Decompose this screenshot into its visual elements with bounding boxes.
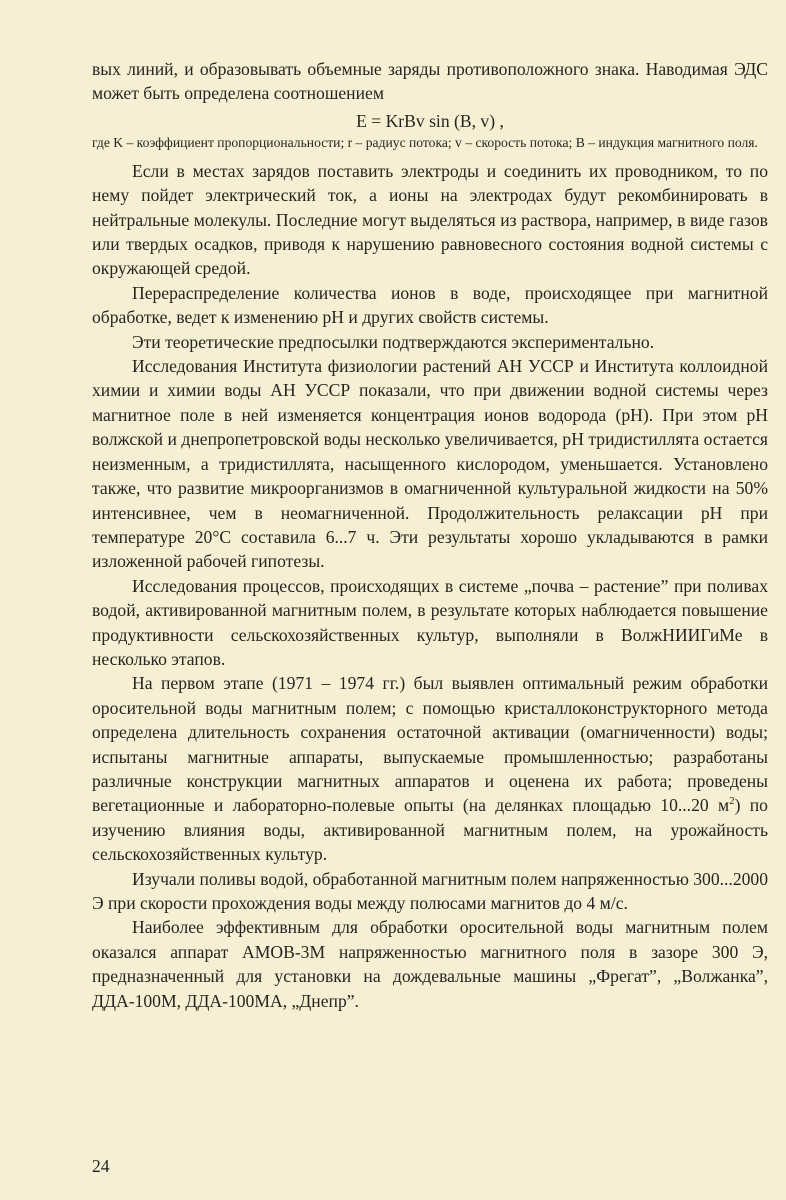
paragraph: Перераспределение количества ионов в воде, происходящее при магнитной обработке, ведет к изменению pH и других свойств системы. — [92, 282, 768, 328]
paragraph: Изучали поливы водой, обработанной магнитным полем напряженностью 300...2000 Э при скорости прохождения воды между полюсами магнитов до 4 м/с. — [92, 868, 769, 913]
paragraph: вых линий, и образовывать объемные заряды противоположного знака. Наводимая ЭДС может быть определена соотношением — [92, 59, 768, 104]
formula: E = KrBv sin (B, v) , — [356, 110, 504, 131]
body-text — [92, 57, 768, 1013]
formula-legend: где K – коэффициент пропорциональности; r – радиус потока; v – скорость потока; B – индукция магнитного поля. — [92, 134, 758, 150]
paragraph: Исследования Института физиологии растений АН УССР и Института коллоидной химии и химии воды АН УССР показали, что при движении водной системы через магнитное поле в ней изменяется концентрация ионов водорода (pH). При этом pH волжской и днепропетровской воды несколько увеличивается, pH тридистиллята остается неизменным, а тридистиллята, насыщенного кислородом, уменьшается. Установлено также, что развитие микроорганизмов в омагниченной культуральной жидкости на 50% интенсивнее, чем в неомагниченной. Продолжительность релаксации pH при температуре 20°С составила 6...7 ч. Эти результаты хорошо укладываются в рамки изложенной рабочей гипотезы. — [92, 356, 768, 572]
paragraph-part: ) по изучению влияния воды, активированной магнитным полем, на урожайность сельскохозяйственных культур. — [92, 795, 768, 865]
paragraph: Исследования процессов, происходящих в системе „почва – растение” при поливах водой, активированной магнитным полем, в результате которых наблюдается повышение продуктивности сельскохозяйственных культур, выполняли в ВолжНИИГиМе в несколько этапов. — [92, 575, 768, 669]
paragraph — [92, 671, 768, 866]
superscript: 2 — [729, 795, 735, 808]
paragraph: Эти теоретические предпосылки подтверждаются экспериментально. — [132, 331, 655, 352]
paragraph: Если в местах зарядов поставить электроды и соединить их проводником, то по нему пойдет электрический ток, а ионы на электродах будут рекомбинировать в нейтральные молекулы. Последние могут выделяться из раствора, например, в виде газов или твердых осадков, приводя к нарушению равновесного состояния водной системы с окружающей средой. — [92, 160, 768, 279]
paragraph: Наиболее эффективным для обработки оросительной воды магнитным полем оказался аппарат АМОВ-3М напряженностью магнитного поля в зазоре 300 Э, предназначенный для установки на дождевальные машины „Фрегат”, „Волжанка”, ДДА-100М, ДДА-100МА, „Днепр”. — [92, 917, 768, 1011]
paragraph-part: На первом этапе (1971 – 1974 гг.) был выявлен оптимальный режим обработки оросительной воды магнитным полем; с помощью кристаллоконструкторного метода определена длительность сохранения остаточной активации (омагниченности) воды; испытаны магнитные аппараты, выпускаемые промышленностью; разработаны различные конструкции магнитных аппаратов и оценена их работа; проведены вегетационные и лабораторно-полевые опыты (на делянках площадью 10...20 м — [92, 673, 768, 816]
page-number: 24 — [92, 1156, 110, 1176]
